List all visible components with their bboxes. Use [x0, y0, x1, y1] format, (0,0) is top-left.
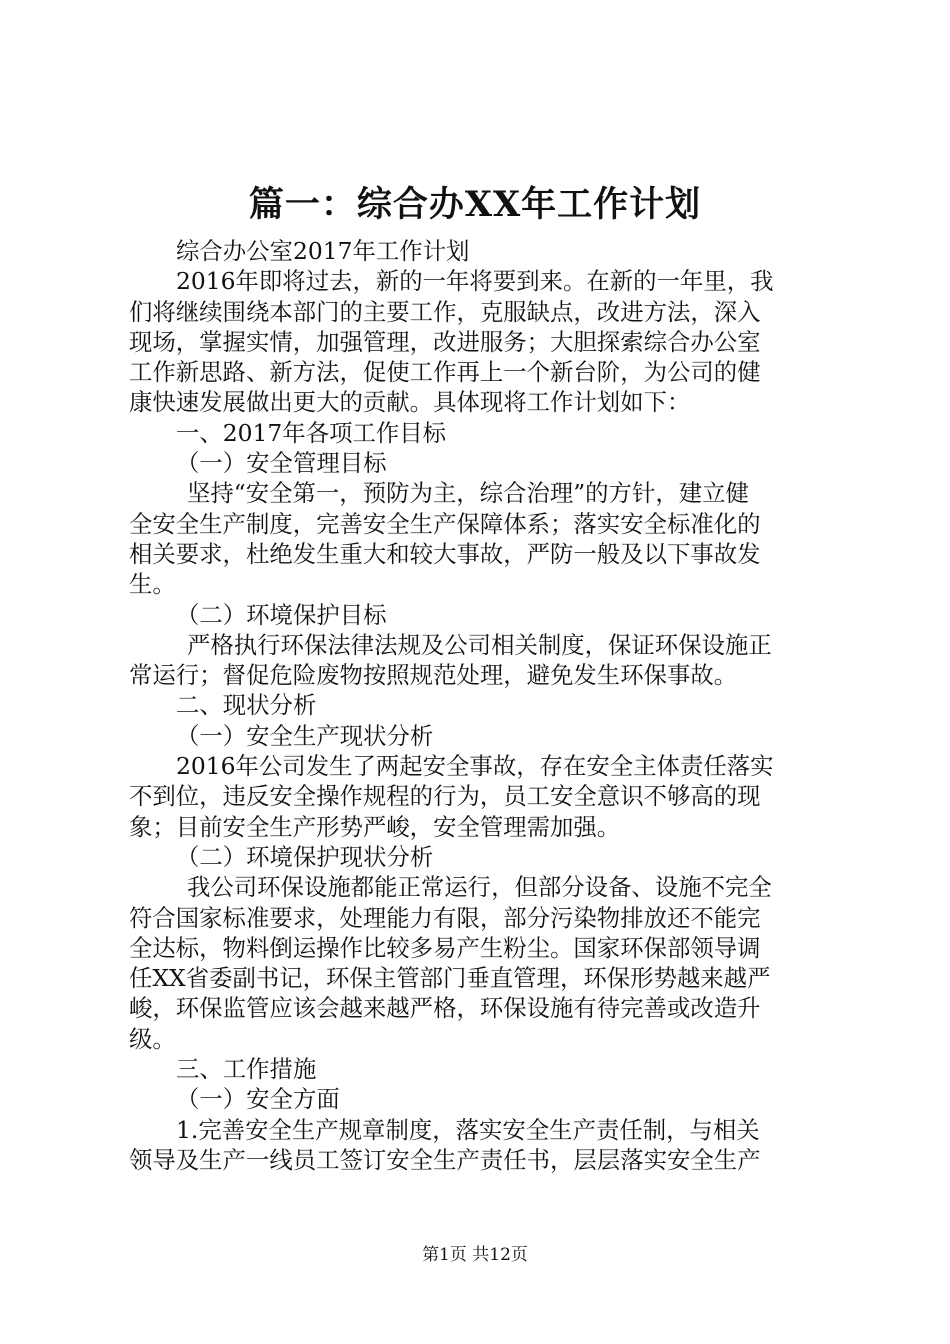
text-line: 坚持“安全第一，预防为主，综合治理”的方针，建立健	[187, 479, 749, 508]
text-line: 任XX省委副书记，环保主管部门垂直管理，环保形势越来越严	[129, 964, 771, 993]
text-line: 三、工作措施	[176, 1055, 317, 1084]
text-line: 不到位，违反安全操作规程的行为，员工安全意识不够高的现	[129, 782, 761, 811]
text-line: 领导及生产一线员工签订安全生产责任书，层层落实安全生产	[129, 1145, 761, 1174]
text-line: 符合国家标准要求，处理能力有限，部分污染物排放还不能完	[129, 903, 761, 932]
page-footer: 第1页 共12页	[422, 1245, 528, 1265]
text-line: （一）安全管理目标	[176, 449, 387, 478]
text-line: 2016年公司发生了两起安全事故，存在安全主体责任落实	[176, 752, 774, 781]
text-line: 工作新思路、新方法，促使工作再上一个新台阶，为公司的健	[129, 358, 761, 387]
text-line: 常运行；督促危险废物按照规范处理，避免发生环保事故。	[129, 661, 738, 690]
text-line: 二、现状分析	[176, 691, 317, 720]
document-body	[129, 236, 829, 1175]
text-line: 象；目前安全生产形势严峻，安全管理需加强。	[129, 812, 621, 841]
text-line: 级。	[129, 1024, 176, 1053]
text-line: （二）环境保护现状分析	[176, 842, 434, 871]
text-line: 峻，环保监管应该会越来越严格，环保设施有待完善或改造升	[129, 994, 761, 1023]
text-line: 全达标，物料倒运操作比较多易产生粉尘。国家环保部领导调	[129, 933, 761, 962]
text-line: 现场，掌握实情，加强管理，改进服务；大胆探索综合办公室	[129, 327, 761, 356]
text-line: 严格执行环保法律法规及公司相关制度，保证环保设施正	[187, 630, 772, 659]
text-line: 1.完善安全生产规章制度，落实安全生产责任制，与相关	[176, 1115, 760, 1144]
text-line: 康快速发展做出更大的贡献。具体现将工作计划如下：	[129, 388, 691, 417]
text-line: （一）安全生产现状分析	[176, 721, 434, 750]
text-line: 综合办公室2017年工作计划	[176, 237, 470, 265]
text-line: 生。	[129, 570, 176, 599]
text-line: （一）安全方面	[176, 1085, 340, 1114]
text-line: 全安全生产制度，完善安全生产保障体系；落实安全标准化的	[129, 509, 761, 538]
document-title: 篇一：综合办XX年工作计划	[248, 184, 702, 225]
text-line: 们将继续围绕本部门的主要工作，克服缺点，改进方法，深入	[129, 297, 761, 326]
text-line: （二）环境保护目标	[176, 600, 387, 629]
text-line: 一、2017年各项工作目标	[176, 418, 447, 447]
text-line: 我公司环保设施都能正常运行，但部分设备、设施不完全	[187, 873, 772, 902]
text-line: 相关要求，杜绝发生重大和较大事故，严防一般及以下事故发	[129, 539, 761, 568]
text-line: 2016年即将过去，新的一年将要到来。在新的一年里，我	[176, 267, 774, 296]
